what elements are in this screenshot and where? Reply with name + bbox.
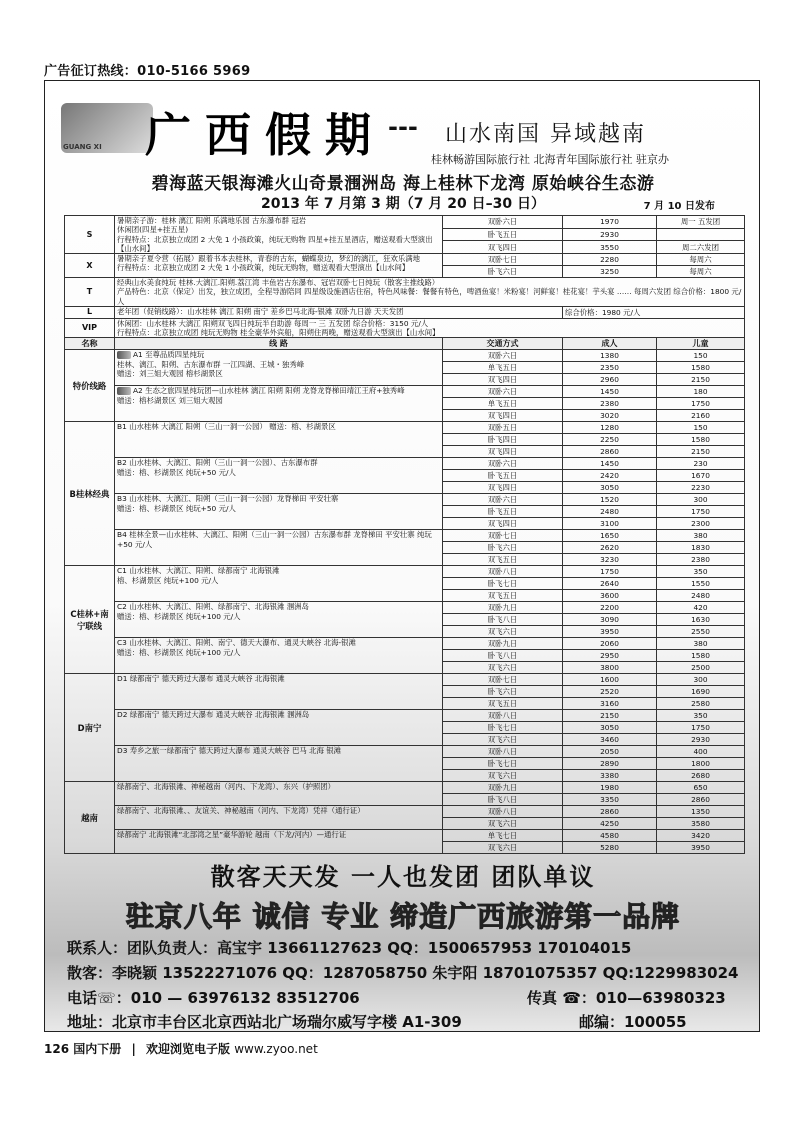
child-price: 350	[657, 566, 745, 578]
tour-badge-icon	[117, 387, 131, 395]
transport-type: 双飞四日	[443, 410, 563, 422]
adult-price: 3460	[563, 734, 657, 746]
adult-price: 4580	[563, 830, 657, 842]
transport-type: 双卧八日	[443, 710, 563, 722]
transport-type: 卧飞七日	[443, 578, 563, 590]
child-price: 650	[657, 782, 745, 794]
child-price: 380	[657, 638, 745, 650]
price-row	[65, 710, 745, 722]
route-description	[115, 674, 443, 710]
transport-type: 双卧九日	[443, 638, 563, 650]
route-text: C3 山水桂林、大漓江、阳朔、南宁、德天大瀑布、通灵大峡谷 北海-银滩 赠送：榕、杉湖景区 纯玩+100 元/人	[117, 638, 356, 657]
ad-frame	[44, 80, 760, 1032]
child-price: 3950	[657, 842, 745, 854]
child-price: 380	[657, 530, 745, 542]
route-text: 绿都南宁、北海银滩、、友谊关、神秘越南（河内、下龙湾）凭祥（通行证）	[117, 806, 365, 816]
adult-price: 2620	[563, 542, 657, 554]
child-price: 1750	[657, 722, 745, 734]
child-price: 2150	[657, 446, 745, 458]
contact-address: 地址：北京市丰台区北京西站北广场瑞尔威写字楼 A1-309	[67, 1013, 462, 1031]
price: 2280	[563, 254, 657, 266]
row-total-price: 综合价格：1980 元/人	[563, 306, 745, 318]
group-label: 越南	[65, 782, 115, 854]
route-description	[115, 782, 443, 806]
row-description: 老年团（促销线路）：山水桂林 漓江 阳朔 南宁 差乡巴马北海-银滩 双卧九日游 天天发团	[115, 306, 563, 318]
child-price: 350	[657, 710, 745, 722]
child-price: 1630	[657, 614, 745, 626]
transport-type: 卧飞四日	[443, 434, 563, 446]
section-name: 国内下册	[73, 1042, 122, 1056]
price: 1970	[563, 216, 657, 229]
child-price: 230	[657, 458, 745, 470]
adult-price: 1600	[563, 674, 657, 686]
route-text: B2 山水桂林、大漓江、阳朔（三山一洞一公园）、古东瀑布群 赠送：榕、杉湖景区 纯玩+50 元/人	[117, 458, 318, 477]
row-description: 暑期亲子夏令营（拓展）跟着书本去桂林，青春的古东，蝴蝶泉边，梦幻的漓江，狂欢乐满地 行程特点：北京独立成团 2 大免 1 小孩政策，纯玩无购物，赠送观看大型演出【山水间】	[115, 254, 443, 278]
page-number: 126	[44, 1042, 70, 1056]
table-header-row	[65, 338, 745, 350]
adult-price: 3050	[563, 482, 657, 494]
child-price: 1550	[657, 578, 745, 590]
adult-price: 1650	[563, 530, 657, 542]
brand-slogan: 山水南国 异域越南	[445, 122, 646, 147]
price-row	[65, 638, 745, 650]
child-price: 300	[657, 674, 745, 686]
route-text: D2 绿都南宁 德天跨过大瀑布 通灵大峡谷 北海银滩 涠洲岛	[117, 710, 310, 720]
schedule: 每周六	[657, 254, 745, 266]
transport-type: 卧飞五日	[443, 228, 563, 241]
logo-text: GUANG XI	[63, 143, 102, 151]
price-row	[65, 530, 745, 542]
transport-type: 双卧六日	[443, 386, 563, 398]
row-description: 暑期亲子游：桂林 漓江 阳朔 乐满地乐园 古东瀑布群 冠岩 休闲团(四星+挂五星) 行程特点：北京独立成团 2 大免 1 小孩政策，纯玩无购物 四星+挂五星酒店，赠送观看大型演出【山水间】	[115, 216, 443, 254]
row-tag: X	[65, 254, 115, 278]
transport-type: 卧飞七日	[443, 722, 563, 734]
route-description	[115, 422, 443, 458]
publish-date: 7 月 10 日发布	[643, 201, 715, 212]
adult-price: 3160	[563, 698, 657, 710]
child-price: 1800	[657, 758, 745, 770]
transport-type: 双飞五日	[443, 698, 563, 710]
transport-type: 双卧六日	[443, 350, 563, 362]
price-row	[65, 350, 745, 362]
adult-price: 2520	[563, 686, 657, 698]
row-description: 经典山水美食纯玩 桂林.大漓江.阳朔.荔江湾 丰鱼岩古东瀑布、冠岩双卧七日纯玩（散客主推线路） 产品特色：北京（保定）出发，独立成团，全程导游陪同 四星级设施酒店住宿，特色风味餐：餐餐有特色，啤酒鱼宴！米粉宴！河鲜宴！桂花宴！芋头宴 …… 每周六发团 综合价格：1800 元/人	[115, 278, 745, 307]
schedule: 周二六发团	[657, 241, 745, 254]
column-header-route: 线 路	[115, 338, 443, 350]
route-text: D3 寿乡之旅一绿都南宁 德天跨过大瀑布 通灵大峡谷 巴马 北海 银滩	[117, 746, 342, 756]
adult-price: 3350	[563, 794, 657, 806]
price-table	[64, 215, 745, 854]
child-price: 420	[657, 602, 745, 614]
child-price: 1750	[657, 398, 745, 410]
adult-price: 1750	[563, 566, 657, 578]
adult-price: 1450	[563, 386, 657, 398]
transport-type: 卧飞八日	[443, 650, 563, 662]
price-row	[65, 422, 745, 434]
child-price: 150	[657, 350, 745, 362]
transport-type: 双卧七日	[443, 674, 563, 686]
route-description	[115, 806, 443, 830]
transport-type: 双飞六日	[443, 770, 563, 782]
transport-type: 卧飞五日	[443, 506, 563, 518]
child-price: 2380	[657, 554, 745, 566]
contact-line-team: 联系人：团队负责人：高宝宇 13661127623 QQ：1500657953 170104015	[67, 939, 632, 957]
adult-price: 2960	[563, 374, 657, 386]
brand-title: 广西假期	[145, 108, 385, 162]
top-row	[65, 278, 745, 307]
adult-price: 1380	[563, 350, 657, 362]
transport-type: 双卧八日	[443, 566, 563, 578]
adult-price: 2350	[563, 362, 657, 374]
route-text: A1 至尊品质四星纯玩 桂林、漓江、阳朔、古东瀑布群 一江四湖、王城・独秀峰 赠送：刘三姐大观园 榕杉湖景区	[117, 350, 305, 378]
route-text: C1 山水桂林、大漓江、阳朔、绿都南宁 北海银滩 榕、杉湖景区 纯玩+100 元/人	[117, 566, 280, 585]
adult-price: 2480	[563, 506, 657, 518]
transport-type: 卧飞八日	[443, 614, 563, 626]
adult-price: 3050	[563, 722, 657, 734]
route-text: D1 绿都南宁 德天跨过大瀑布 通灵大峡谷 北海银滩	[117, 674, 285, 684]
group-label: 特价线路	[65, 350, 115, 422]
child-price: 1580	[657, 650, 745, 662]
route-description	[115, 350, 443, 386]
transport-type: 卧飞六日	[443, 266, 563, 278]
child-price: 1580	[657, 434, 745, 446]
child-price: 2300	[657, 518, 745, 530]
transport-type: 双飞四日	[443, 446, 563, 458]
transport-type: 双卧六日	[443, 494, 563, 506]
column-header-transport: 交通方式	[443, 338, 563, 350]
adult-price: 2890	[563, 758, 657, 770]
child-price: 300	[657, 494, 745, 506]
child-price: 400	[657, 746, 745, 758]
headline: 碧海蓝天银海滩火山奇景涠洲岛 海上桂林下龙湾 原始峡谷生态游	[151, 174, 655, 194]
transport-type: 单飞五日	[443, 362, 563, 374]
route-description	[115, 638, 443, 674]
page-footer	[44, 1040, 318, 1057]
transport-type: 双飞五日	[443, 554, 563, 566]
group-label: D南宁	[65, 674, 115, 782]
column-header-adult: 成人	[563, 338, 657, 350]
transport-type: 卧飞五日	[443, 470, 563, 482]
row-description: 休闲团：山水桂林 大漓江 阳朔双飞四日纯玩半自助游 每周一 三 五发团 综合价格：3150 元/人 行程特点：北京独立成团 纯玩无购物 桂全豪华外宾船，阳朔住两晚，赠送观看大型演出【山水间】	[115, 318, 745, 338]
row-tag: T	[65, 278, 115, 307]
route-description	[115, 710, 443, 746]
contact-fax: 传真 ☎：010—63980323	[527, 989, 726, 1007]
child-price: 1350	[657, 806, 745, 818]
ad-hotline: 广告征订热线：010-5166 5969	[44, 64, 251, 79]
transport-type: 双飞四日	[443, 482, 563, 494]
child-price: 1670	[657, 470, 745, 482]
adult-price: 2420	[563, 470, 657, 482]
transport-type: 双卧九日	[443, 602, 563, 614]
route-text: B1 山水桂林 大漓江 阳朔（三山一洞一公园） 赠送：榕、杉湖景区	[117, 422, 336, 432]
adult-price: 5280	[563, 842, 657, 854]
route-description	[115, 566, 443, 602]
adult-price: 1280	[563, 422, 657, 434]
adult-price: 4250	[563, 818, 657, 830]
route-text: 绿都南宁 北海银滩“北部湾之星”豪华游轮 越南（下龙/河内）—通行证	[117, 830, 347, 840]
row-tag: VIP	[65, 318, 115, 338]
transport-type: 双飞六日	[443, 734, 563, 746]
transport-type: 双卧八日	[443, 746, 563, 758]
transport-type: 双卧九日	[443, 782, 563, 794]
adult-price: 2150	[563, 710, 657, 722]
adult-price: 1450	[563, 458, 657, 470]
adult-price: 3950	[563, 626, 657, 638]
child-price: 1690	[657, 686, 745, 698]
transport-type: 卧飞七日	[443, 758, 563, 770]
top-row	[65, 216, 745, 229]
group-label: C桂林+南宁联线	[65, 566, 115, 674]
adult-price: 3100	[563, 518, 657, 530]
issue-title: 2013 年 7 月第 3 期（7 月 20 日–30 日）	[260, 196, 546, 212]
transport-type: 双飞四日	[443, 241, 563, 254]
price-row	[65, 494, 745, 506]
contact-line-individual: 散客：李晓颖 13522271076 QQ：1287058750 朱宇阳 18701075357 QQ:1229983024	[67, 964, 739, 982]
adult-price: 2200	[563, 602, 657, 614]
adult-price: 2860	[563, 446, 657, 458]
transport-type: 双卧七日	[443, 530, 563, 542]
adult-price: 3230	[563, 554, 657, 566]
child-price: 1750	[657, 506, 745, 518]
adult-price: 3090	[563, 614, 657, 626]
transport-type: 单飞五日	[443, 398, 563, 410]
agency-list: 桂林畅游国际旅行社 北海青年国际旅行社 驻京办	[431, 153, 669, 166]
child-price: 2550	[657, 626, 745, 638]
child-price: 2480	[657, 590, 745, 602]
transport-type: 双卧六日	[443, 458, 563, 470]
route-description	[115, 830, 443, 854]
banner-line-2: 驻京八年 诚信 专业 缔造广西旅游第一品牌	[125, 900, 681, 933]
route-text: B4 桂林全景—山水桂林、大漓江、阳朔（三山一洞一公园）古东瀑布群 龙脊梯田 平安壮寨 纯玩+50 元/人	[117, 530, 432, 549]
route-text: C2 山水桂林、大漓江、阳朔、绿都南宁、北海银滩 涠洲岛 赠送：榕、杉湖景区 纯玩+100 元/人	[117, 602, 309, 621]
child-price: 3580	[657, 818, 745, 830]
child-price: 2860	[657, 794, 745, 806]
transport-type: 卧飞六日	[443, 686, 563, 698]
adult-price: 2050	[563, 746, 657, 758]
child-price: 2930	[657, 734, 745, 746]
transport-type: 双飞四日	[443, 518, 563, 530]
brand-dash: ---	[388, 113, 418, 141]
transport-type: 双飞六日	[443, 842, 563, 854]
transport-type: 双卧八日	[443, 806, 563, 818]
column-header-child: 儿童	[657, 338, 745, 350]
adult-price: 3380	[563, 770, 657, 782]
transport-type: 卧飞八日	[443, 794, 563, 806]
route-description	[115, 386, 443, 422]
browse-text: 欢迎浏览电子版	[146, 1042, 231, 1056]
transport-type: 卧飞六日	[443, 542, 563, 554]
adult-price: 2250	[563, 434, 657, 446]
transport-type: 双卧五日	[443, 422, 563, 434]
row-tag: L	[65, 306, 115, 318]
group-label: B桂林经典	[65, 422, 115, 566]
child-price: 2680	[657, 770, 745, 782]
ad-header	[45, 81, 760, 167]
transport-type: 单飞七日	[443, 830, 563, 842]
route-description	[115, 746, 443, 782]
route-description	[115, 602, 443, 638]
child-price: 2580	[657, 698, 745, 710]
adult-price: 1520	[563, 494, 657, 506]
schedule	[657, 228, 745, 241]
schedule: 每周六	[657, 266, 745, 278]
price-row	[65, 386, 745, 398]
child-price: 2150	[657, 374, 745, 386]
transport-type: 双飞六日	[443, 626, 563, 638]
route-description	[115, 530, 443, 566]
column-header-name: 名称	[65, 338, 115, 350]
price-row	[65, 806, 745, 818]
child-price: 2160	[657, 410, 745, 422]
contact-postcode: 邮编：100055	[579, 1013, 687, 1031]
price: 3250	[563, 266, 657, 278]
child-price: 3420	[657, 830, 745, 842]
price: 3550	[563, 241, 657, 254]
transport-type: 双飞六日	[443, 662, 563, 674]
price-row	[65, 746, 745, 758]
banner-line-1: 散客天天发 一人也发团 团队单议	[210, 863, 596, 891]
route-text: 绿都南宁、北海银滩、神秘越南（河内、下龙湾）、东兴（护照团）	[117, 782, 336, 792]
adult-price: 3600	[563, 590, 657, 602]
adult-price: 3020	[563, 410, 657, 422]
price-row	[65, 458, 745, 470]
transport-type: 双飞四日	[443, 374, 563, 386]
contact-phone: 电话☏：010 — 63976132 83512706	[67, 989, 360, 1007]
adult-price: 2640	[563, 578, 657, 590]
adult-price: 1980	[563, 782, 657, 794]
route-text: A2 生态之旅四星纯玩团—山水桂林 漓江 阳朔 阳朔 龙脊龙脊梯田靖江王府+独秀峰 赠送：榕杉湖景区 刘三姐大观园	[117, 386, 405, 405]
tour-badge-icon	[117, 351, 131, 359]
transport-type: 双飞六日	[443, 818, 563, 830]
top-row	[65, 306, 745, 318]
transport-type: 双卧七日	[443, 254, 563, 266]
child-price: 150	[657, 422, 745, 434]
route-description	[115, 458, 443, 494]
child-price: 1580	[657, 362, 745, 374]
site-link[interactable]: www.zyoo.net	[234, 1042, 318, 1056]
price-row	[65, 674, 745, 686]
child-price: 2500	[657, 662, 745, 674]
transport-type: 双飞五日	[443, 590, 563, 602]
row-tag: S	[65, 216, 115, 254]
child-price: 180	[657, 386, 745, 398]
adult-price: 2060	[563, 638, 657, 650]
schedule: 周一 五发团	[657, 216, 745, 229]
transport-type: 双卧六日	[443, 216, 563, 229]
top-row	[65, 318, 745, 338]
top-row	[65, 254, 745, 266]
adult-price: 2380	[563, 398, 657, 410]
route-description	[115, 494, 443, 530]
adult-price: 2950	[563, 650, 657, 662]
adult-price: 2860	[563, 806, 657, 818]
route-text: B3 山水桂林、大漓江、阳朔（三山一洞一公园）龙脊梯田 平安壮寨 赠送：榕、杉湖景区 纯玩+50 元/人	[117, 494, 339, 513]
price-row	[65, 782, 745, 794]
price-row	[65, 830, 745, 842]
footer-separator: |	[131, 1042, 136, 1056]
child-price: 2230	[657, 482, 745, 494]
price: 2930	[563, 228, 657, 241]
adult-price: 3800	[563, 662, 657, 674]
price-row	[65, 602, 745, 614]
child-price: 1830	[657, 542, 745, 554]
price-row	[65, 566, 745, 578]
